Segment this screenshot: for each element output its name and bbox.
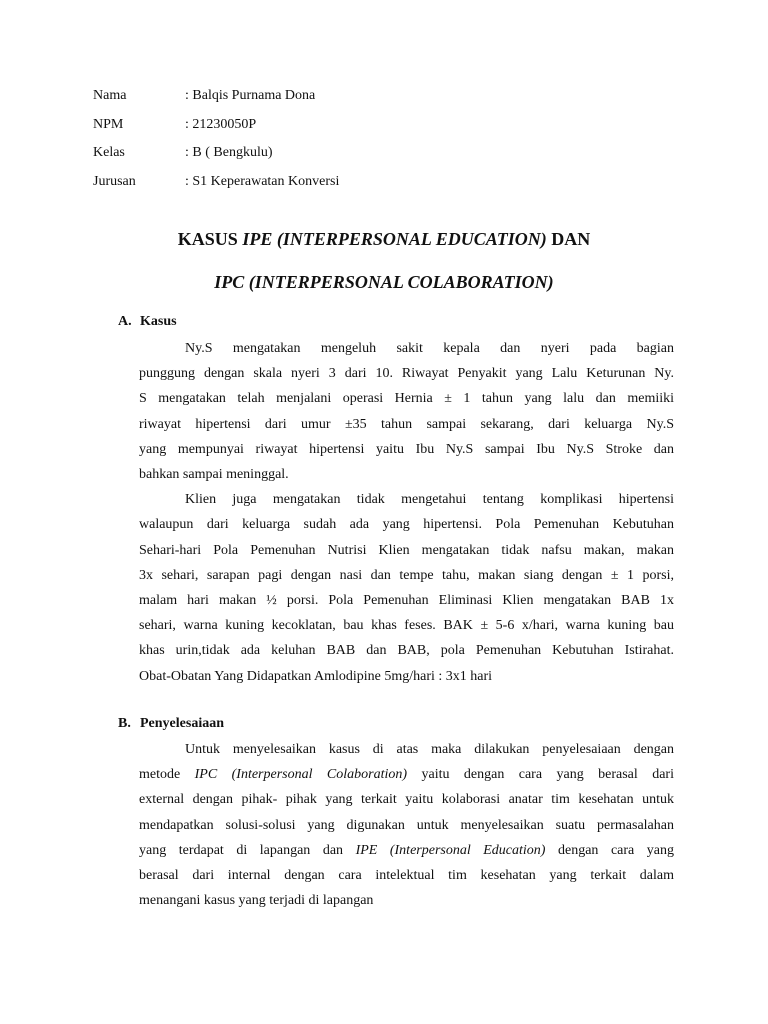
text-segment: mendapatkan solusi-solusi yang digunakan untuk menyelesaikan suatu permasalahan bbox=[139, 817, 674, 833]
info-label: Jurusan bbox=[93, 173, 136, 189]
paragraph-line bbox=[139, 737, 674, 762]
paragraph-line: malam hari makan ½ porsi. Pola Pemenuhan Eliminasi Klien mengatakan BAB 1x bbox=[139, 593, 674, 609]
info-value: : B ( Bengkulu) bbox=[185, 145, 273, 160]
text-segment: external dengan pihak- pihak yang terkait yaitu kolaborasi anatar tim kesehatan untuk bbox=[139, 792, 674, 808]
title-italic-part: IPC (INTERPERSONAL COLABORATION) bbox=[214, 272, 554, 292]
paragraph-line: Sehari-hari Pola Pemenuhan Nutrisi Klien mengatakan tidak nafsu makan, makan bbox=[139, 542, 674, 558]
paragraph-line bbox=[139, 863, 674, 888]
document-title-line-1 bbox=[0, 228, 768, 250]
text-segment: menangani kasus yang terjadi di lapangan bbox=[139, 893, 374, 909]
title-part: KASUS bbox=[177, 229, 243, 249]
paragraph-line: punggung dengan skala nyeri 3 dari 10. Riwayat Penyakit yang Lalu Keturunan Ny. bbox=[139, 366, 674, 382]
info-value: : 21230050P bbox=[185, 116, 257, 132]
paragraph-line: 3x sehari, sarapan pagi dengan nasi dan tempe tahu, makan siang dengan ± 1 porsi, bbox=[139, 567, 674, 583]
title-italic-part: IPE (INTERPERSONAL EDUCATION) bbox=[242, 229, 547, 249]
text-segment: yang terdapat di lapangan dan bbox=[139, 842, 356, 858]
paragraph-line: bahkan sampai meninggal. bbox=[139, 467, 289, 483]
section-b-heading bbox=[118, 714, 224, 734]
paragraph-line: yang mempunyai riwayat hipertensi yaitu Ibu Ny.S sampai Ibu Ny.S Stroke dan bbox=[139, 441, 674, 457]
section-title: Kasus bbox=[140, 314, 177, 329]
paragraph bbox=[139, 737, 674, 913]
italic-term: IPC (Interpersonal Colaboration) bbox=[194, 767, 408, 783]
paragraph-line bbox=[139, 813, 674, 838]
paragraph bbox=[139, 336, 674, 487]
info-label: Nama bbox=[93, 88, 127, 103]
text-segment: metode bbox=[139, 767, 195, 783]
paragraph-line bbox=[139, 787, 674, 812]
section-b-body bbox=[139, 737, 674, 913]
paragraph-line bbox=[139, 838, 674, 863]
italic-term: IPE (Interpersonal Education) bbox=[355, 842, 546, 858]
text-segment: yaitu dengan cara yang berasal dari bbox=[407, 767, 674, 783]
text-segment: Untuk menyelesaikan kasus di atas maka dilakukan penyelesaiaan dengan bbox=[185, 742, 674, 757]
info-label: Kelas bbox=[93, 145, 125, 160]
paragraph-line: sehari, warna kuning kecoklatan, bau khas feses. BAK ± 5-6 x/hari, warna kuning bau bbox=[139, 618, 674, 634]
paragraph-line: walaupun dari keluarga sudah ada yang hipertensi. Pola Pemenuhan Kebutuhan bbox=[139, 517, 674, 533]
paragraph-line bbox=[139, 888, 674, 913]
section-a-body bbox=[139, 336, 674, 689]
section-letter: B. bbox=[118, 716, 131, 731]
paragraph-line: khas urin,tidak ada keluhan BAB dan BAB, pola Pemenuhan Kebutuhan Istirahat. bbox=[139, 643, 674, 659]
info-value: : S1 Keperawatan Konversi bbox=[185, 173, 340, 189]
paragraph-line: S mengatakan telah menjalani operasi Hernia ± 1 tahun yang lalu dan memiiki bbox=[139, 391, 674, 407]
document-title-line-2 bbox=[0, 271, 768, 293]
text-segment: berasal dari internal dengan cara intelektual tim kesehatan yang terkait dalam bbox=[139, 868, 674, 884]
paragraph-line: riwayat hipertensi dari umur ±35 tahun sampai sekarang, dari keluarga Ny.S bbox=[139, 416, 674, 432]
info-label: NPM bbox=[93, 116, 124, 132]
section-title: Penyelesaiaan bbox=[140, 716, 224, 731]
section-a-heading bbox=[118, 312, 177, 332]
text-segment: dengan cara yang bbox=[545, 842, 674, 858]
section-letter: A. bbox=[118, 314, 132, 329]
paragraph-line: Klien juga mengatakan tidak mengetahui tentang komplikasi hipertensi bbox=[185, 492, 674, 508]
paragraph-line bbox=[139, 762, 674, 787]
title-part: DAN bbox=[546, 229, 591, 249]
paragraph bbox=[139, 487, 674, 689]
info-value: : Balqis Purnama Dona bbox=[185, 88, 316, 103]
paragraph-line: Ny.S mengatakan mengeluh sakit kepala dan nyeri pada bagian bbox=[185, 341, 674, 356]
paragraph-line: Obat-Obatan Yang Didapatkan Amlodipine 5mg/hari : 3x1 hari bbox=[139, 668, 493, 684]
